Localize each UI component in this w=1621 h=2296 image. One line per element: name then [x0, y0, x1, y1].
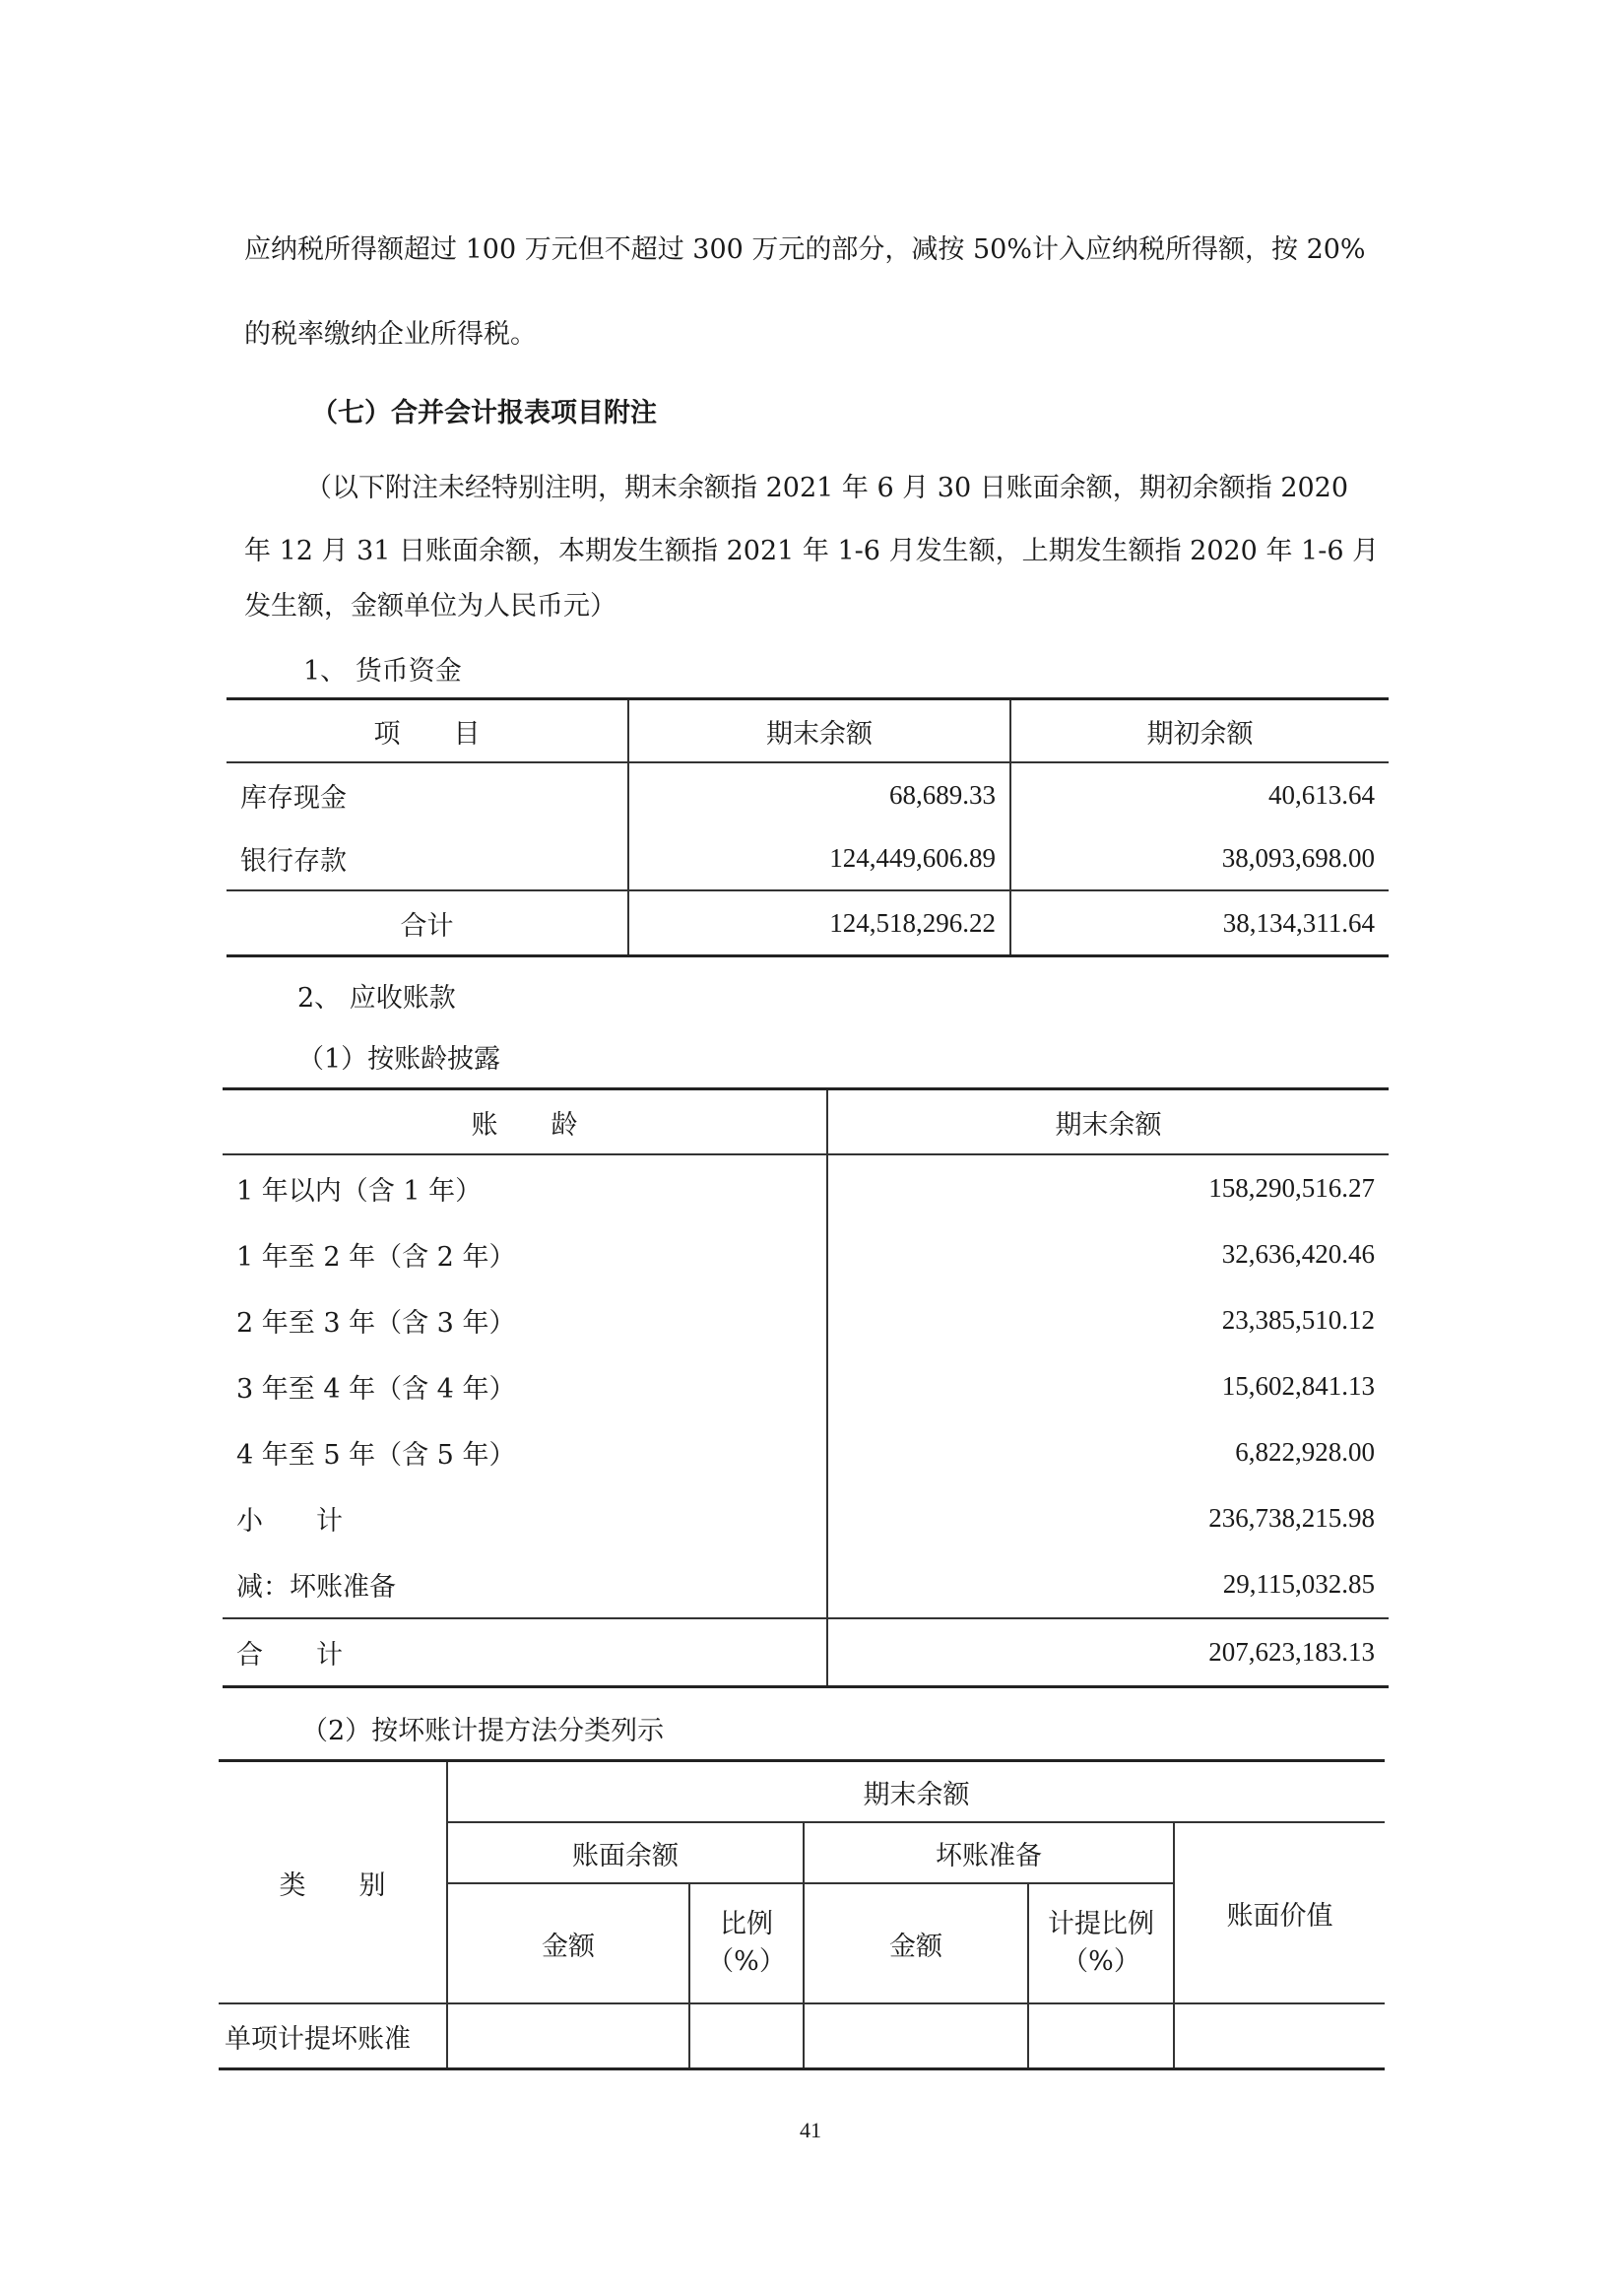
category-header-bad-debt-amount: 金额	[804, 1883, 1028, 2003]
cash-table	[227, 697, 1389, 957]
category-row-cell	[689, 2003, 804, 2069]
aging-total-row	[223, 1618, 1389, 1687]
section-heading: （七）合并会计报表项目附注	[311, 398, 657, 428]
category-row-cell	[1028, 2003, 1174, 2069]
aging-total-age: 合 计	[223, 1618, 827, 1687]
aging-header-amount: 期末余额	[827, 1089, 1389, 1155]
category-header-ratio-unit: （%）	[707, 1946, 786, 1977]
aging-header-age: 账 龄	[223, 1089, 827, 1155]
aging-row-amount: 6,822,928.00	[1235, 1437, 1375, 1467]
cash-row-end: 124,449,606.89	[628, 826, 1010, 890]
aging-row-age: 2 年至 3 年（含 3 年）	[223, 1287, 827, 1353]
aging-heading: （1）按账龄披露	[297, 1044, 501, 1075]
category-table	[219, 1759, 1385, 2070]
note-line-1: （以下附注未经特别注明，期末余额指 2021 年 6 月 30 日账面余额，期初余额指 2020	[305, 473, 1349, 503]
table-row	[223, 1154, 1389, 1221]
cash-table-header	[227, 699, 1389, 763]
category-header-provision-cell	[1028, 1883, 1174, 2003]
table-row	[223, 1287, 1389, 1353]
table-row	[223, 1419, 1389, 1485]
aging-row-age: 4 年至 5 年（含 5 年）	[223, 1419, 827, 1485]
table-row	[223, 1551, 1389, 1618]
aging-row-amount: 236,738,215.98	[1208, 1503, 1375, 1533]
cash-total-end: 124,518,296.22	[628, 890, 1010, 956]
category-heading: （2）按坏账计提方法分类列示	[301, 1716, 665, 1746]
receivables-heading: 2、 应收账款	[297, 983, 456, 1014]
aging-row-age: 1 年以内（含 1 年）	[223, 1154, 827, 1221]
cash-header-end: 期末余额	[628, 699, 1010, 763]
table-row	[223, 1221, 1389, 1287]
category-header-ratio-cell	[689, 1883, 804, 2003]
category-header-category: 类 别	[219, 1761, 447, 2004]
category-header-amount: 金额	[447, 1883, 689, 2003]
aging-row-amount: 158,290,516.27	[1208, 1173, 1375, 1203]
category-row-cell	[804, 2003, 1028, 2069]
aging-row-amount: 29,115,032.85	[1222, 1569, 1375, 1599]
cash-row-begin: 40,613.64	[1268, 779, 1375, 810]
cash-total-row	[227, 890, 1389, 956]
aging-row-amount: 23,385,510.12	[1221, 1305, 1375, 1335]
aging-row-age: 小 计	[223, 1485, 827, 1551]
cash-row-end: 68,689.33	[628, 762, 1010, 826]
aging-row-age: 3 年至 4 年（含 4 年）	[223, 1353, 827, 1419]
cash-row-item: 库存现金	[227, 762, 628, 826]
table-row	[223, 1353, 1389, 1419]
table-row	[227, 826, 1389, 890]
cash-row-item: 银行存款	[227, 826, 628, 890]
intro-line-1: 应纳税所得额超过 100 万元但不超过 300 万元的部分，减按 50%计入应纳税所得额，按 20%	[244, 234, 1366, 265]
page-number: 41	[800, 2118, 821, 2142]
note-line-2: 年 12 月 31 日账面余额，本期发生额指 2021 年 1-6 月发生额，上期发生额指 2020 年 1-6 月	[244, 536, 1380, 566]
table-row	[219, 2003, 1385, 2069]
cash-header-begin: 期初余额	[1010, 699, 1389, 763]
table-row	[223, 1485, 1389, 1551]
aging-row-amount: 15,602,841.13	[1221, 1371, 1375, 1401]
aging-table-header	[223, 1089, 1389, 1155]
category-header-book-value: 账面价值	[1174, 1822, 1385, 2003]
cash-heading: 1、 货币资金	[303, 656, 462, 687]
aging-total-amount: 207,623,183.13	[827, 1618, 1389, 1687]
cash-total-item: 合计	[227, 890, 628, 956]
aging-row-age: 减：坏账准备	[223, 1551, 827, 1618]
aging-row-age: 1 年至 2 年（含 2 年）	[223, 1221, 827, 1287]
category-row-category: 单项计提坏账准	[219, 2003, 447, 2069]
category-header-bad-debt: 坏账准备	[804, 1822, 1174, 1883]
category-header-period: 期末余额	[447, 1761, 1385, 1823]
aging-table	[223, 1087, 1389, 1688]
table-row	[227, 762, 1389, 826]
category-header-provision-ratio: 计提比例	[1048, 1909, 1154, 1939]
intro-line-2: 的税率缴纳企业所得税。	[244, 319, 537, 350]
note-line-3: 发生额，金额单位为人民币元）	[244, 591, 616, 622]
aging-row-amount: 32,636,420.46	[1221, 1239, 1375, 1269]
category-row-cell	[447, 2003, 689, 2069]
cash-row-begin: 38,093,698.00	[1221, 842, 1375, 873]
cash-total-begin: 38,134,311.64	[1010, 890, 1389, 956]
category-header-provision-unit: （%）	[1062, 1946, 1140, 1977]
cash-header-item: 项 目	[227, 699, 628, 763]
category-header-ratio: 比例	[720, 1909, 773, 1939]
category-row-cell	[1174, 2003, 1385, 2069]
category-header-book-balance: 账面余额	[447, 1822, 804, 1883]
